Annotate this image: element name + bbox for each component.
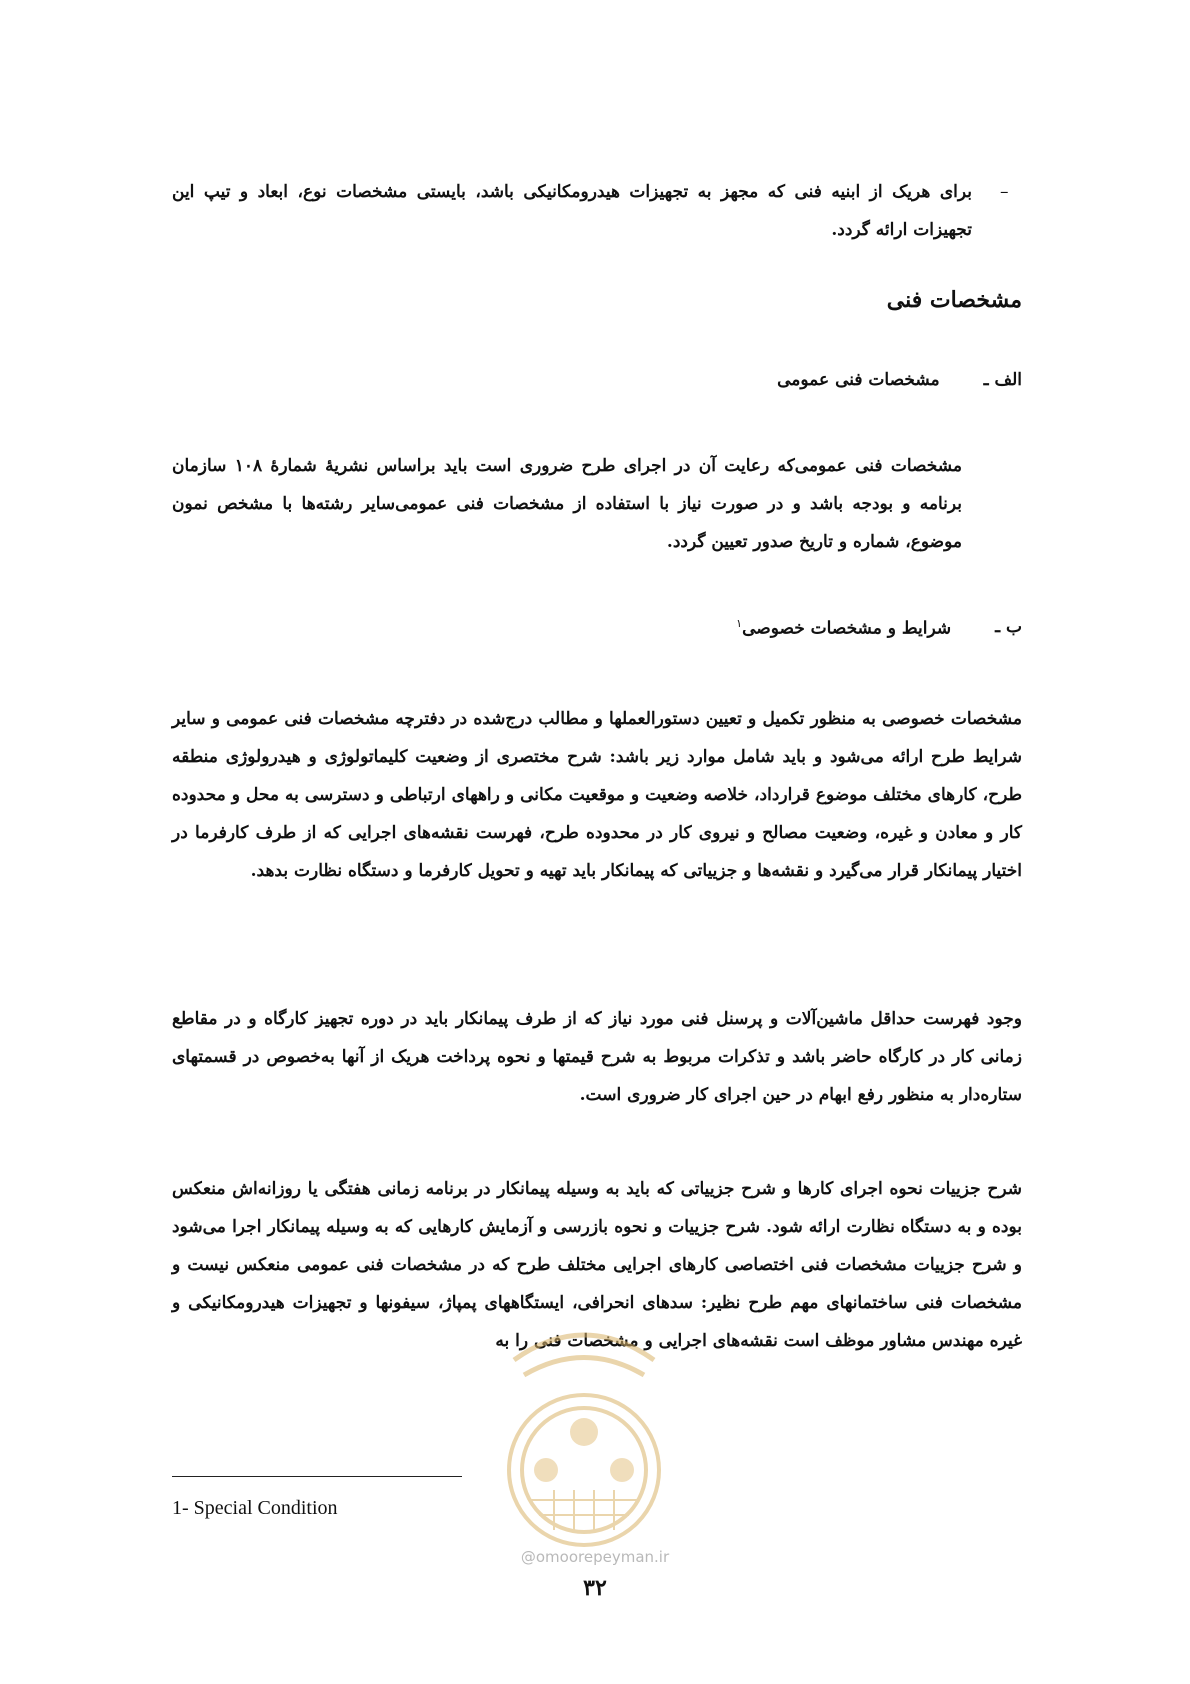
subheading-title-wrap	[736, 617, 951, 639]
watermark-caption: @omoorepeyman.ir	[520, 1548, 670, 1566]
subheading-special-conditions	[736, 617, 1022, 639]
subheading-label: الف ـ	[983, 370, 1022, 390]
footnote-marker: ۱	[736, 617, 743, 630]
special-conditions-paragraph-2: وجود فهرست حداقل ماشین‌آلات و پرسنل فنی مورد نیاز که از طرف پیمانکار باید در دوره تجهیز کارگاه و در مقاطع زمانی کار در کارگاه حاضر باشد و تذکرات مربوط به شرح قیمتها و نحوه پرداخت هریک از آنها به‌خصوص در قسمتهای ستاره‌دار به منظور رفع ابهام در حین اجرای کار ضروری است.	[172, 1009, 1022, 1105]
subheading-label: ب ـ	[995, 617, 1022, 637]
subheading-title: شرایط و مشخصات خصوصی	[742, 618, 952, 639]
watermark-seal-icon	[484, 1320, 684, 1550]
bullet-dash: –	[1000, 182, 1009, 202]
general-specs-paragraph: مشخصات فنی عمومی‌که رعایت آن در اجرای طرح ضروری است باید براساس نشریۀ شمارۀ ۱۰۸ سازمان برنامه و بودجه باشد و در صورت نیاز با استفاده از مشخصات فنی عمومی‌سایر رشته‌ها با مشخص نمون موضوع، شماره و تاریخ صدور تعیین گردد.	[172, 456, 962, 552]
footnote-divider	[172, 1476, 462, 1477]
bullet-paragraph: برای هریک از ابنیه فنی که مجهز به تجهیزات هیدرومکانیکی باشد، بایستی مشخصات نوع، ابعاد و تیپ این تجهیزات ارائه گردد.	[172, 182, 972, 240]
section-heading: مشخصات فنی	[886, 287, 1022, 313]
subheading-general-specs	[777, 370, 1022, 390]
special-conditions-paragraph-1: مشخصات خصوصی به منظور تکمیل و تعیین دستورالعملها و مطالب درج‌شده در دفترچه مشخصات فنی عمومی و سایر شرایط طرح ارائه می‌شود و باید شامل موارد زیر باشد: شرح مختصری از وضعیت کلیماتولوژی و هیدرولوژی منطقه طرح، کارهای مختلف موضوع قرارداد، خلاصه وضعیت و موقعیت مکانی و راههای ارتباطی و دسترسی به محل و محدوده کار و معادن و غیره، وضعیت مصالح و نیروی کار در محدوده طرح، فهرست نقشه‌های اجرایی که از طرف کارفرما در اختیار پیمانکار قرار می‌گیرد و نقشه‌ها و جزییاتی که پیمانکار باید تهیه و تحویل کارفرما و دستگاه نظارت بدهد.	[172, 709, 1022, 881]
page-number: ۳۲	[583, 1575, 607, 1601]
special-conditions-paragraph-3: شرح جزییات نحوه اجرای کارها و شرح جزییاتی که باید به وسیله پیمانکار در برنامه زمانی هفتگی یا روزانه‌اش منعکس بوده و به دستگاه نظارت ارائه شود. شرح جزییات و نحوه بازرسی و آزمایش کارهایی که به وسیله پیمانکار اجرا می‌شود و شرح جزییات مشخصات فنی اختصاصی کارهای اجرایی مختلف طرح که در مشخصات فنی عمومی منعکس نیست و مشخصات فنی ساختمانهای مهم طرح نظیر: سدهای انحرافی، ایستگاههای پمپاژ، سیفونها و تجهیزات هیدرومکانیکی و غیره مهندس مشاور موظف است نقشه‌های اجرایی و مشخصات فنی را به	[172, 1179, 1022, 1351]
footnote: 1- Special Condition	[172, 1497, 338, 1519]
subheading-title: مشخصات فنی عمومی	[777, 370, 940, 390]
